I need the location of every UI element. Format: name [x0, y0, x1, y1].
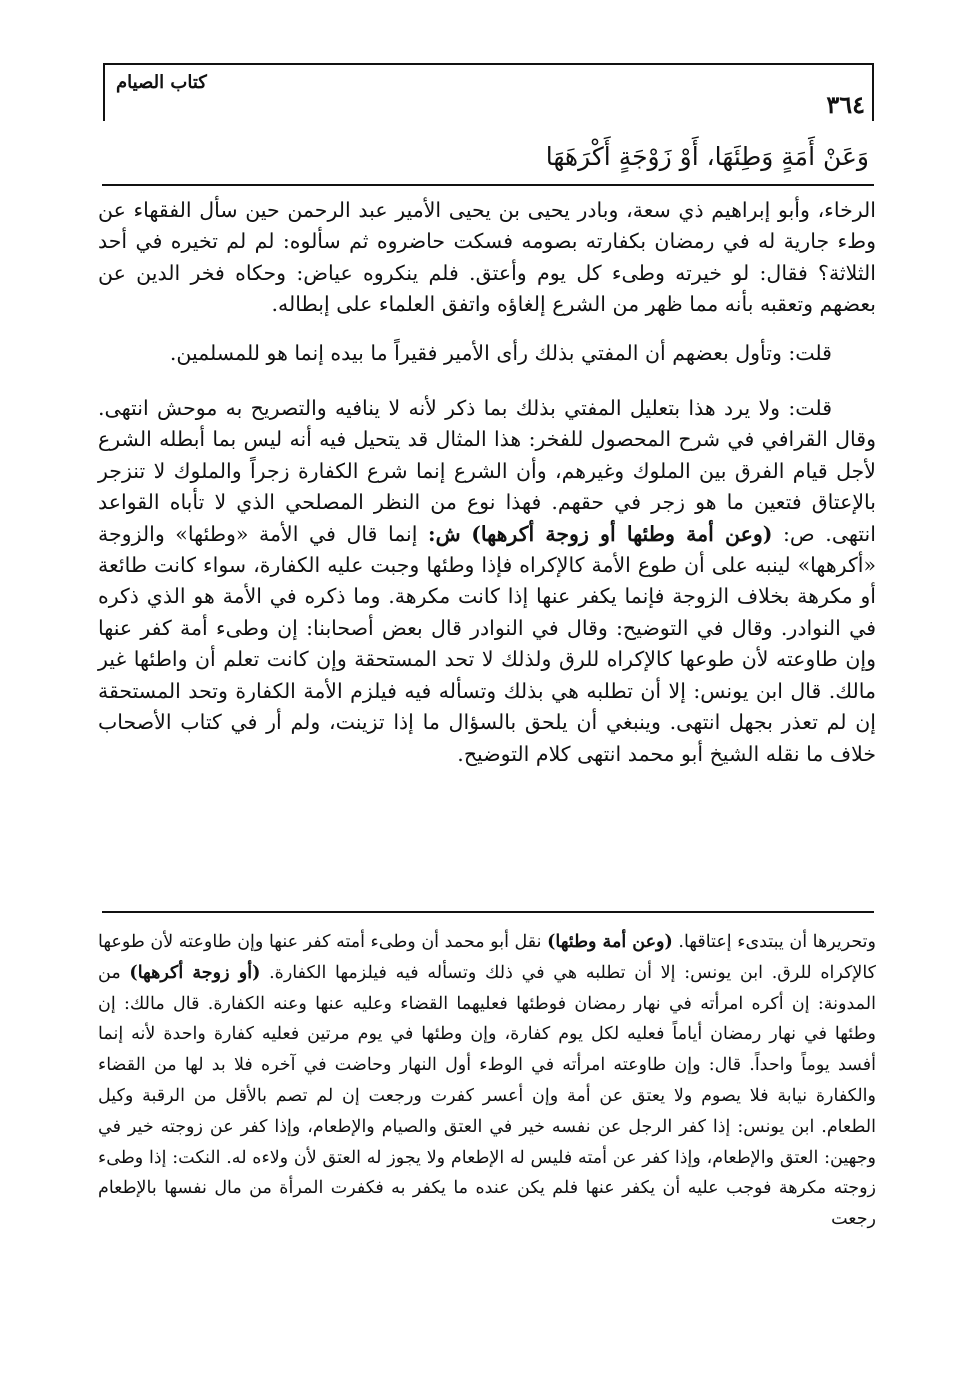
- paragraph-2: قلت: وتأول بعضهم أن المفتي بذلك رأى الأمير فقيراً ما بيده إنما هو للمسلمين.: [169, 340, 832, 365]
- footnote-quote-2: (أو زوجة أكرهها): [129, 962, 261, 983]
- paragraph-1: الرخاء، وأبو إبراهيم ذي سعة، وبادر يحيى بن يحيى الأمير عبد الرحمن حين سأل الفقهاء عن وطء جارية له في رمضان بكفارته بصومه فسكت حاضروه ثم سألوه: لم لم تخيره في أحد الثلاثة؟ فقال: لو خيرته وطىء كل يوم وأعتق. فلم ينكروه عياض: وحكاه فخر الدين عن بعضهم وتعقبه بأنه مما ظهر من الشرع إلغاؤه واتفق العلماء على إبطاله.: [98, 198, 876, 317]
- page-number: ٣٦٤: [826, 90, 865, 119]
- footnote-part-1: وتحريرها أن يبتدىء إعتاقها.: [678, 932, 876, 952]
- header-frame: [103, 63, 874, 121]
- main-commentary: [98, 195, 876, 770]
- matn-quote: (وعن أمة وطئها أو زوجة أكرهها): [471, 521, 773, 546]
- paragraph-3-body: إنما قال في الأمة «وطئها» والزوجة «أكرهها» لينبه على أن طوع الأمة كالإكراه فإذا وطئها وجبت عليه الكفارة، سواء كانت طائعة أو مكرهة بخلاف الزوجة فإنما يكفر عنها إذا كانت مكرهة. وما ذكره في الأمة هو الذي ذكره في النوادر. وقال في التوضيح: وقال في النوادر قال بعض أصحابنا: إن وطىء أمة كفر عنها وإن طاوعته لأن طوعها كالإكراه للرق ولذلك لا تحد المستحقة وإن كانت تعلم أن واطئها غير مالك. قال ابن يونس: إلا أن تطلبه هي بذلك وتسأله فيه فيلزم الأمة الكفارة وتحد المستحقة إن لم تعذر بجهل انتهى. وينبغي أن يلحق بالسؤال ما إذا تزينت، ولم أر في كتاب الأصحاب خلاف ما نقله الشيخ أبو محمد انتهى كلام التوضيح.: [98, 521, 876, 766]
- footnote-quote-1: (وعن أمة وطئها): [547, 932, 673, 952]
- paragraph-3: [98, 393, 876, 770]
- shin-marker: ش:: [428, 521, 461, 546]
- footnote-part-2: نقل أبو محمد أن وطىء أمته كفر عنها وإن طاوعته لأن طوعها كالإكراه للرق. ابن يونس: إلا أن تطلبه هي في ذلك وتسأله فيه فيلزمها الكفارة.: [98, 932, 876, 983]
- top-divider: [102, 184, 874, 186]
- matn-verse: وَعَنْ أَمَةٍ وَطِئَهَا، أَوْ زَوْجَةٍ أَكْرَهَهَا: [545, 142, 869, 171]
- lower-commentary: [98, 927, 876, 1235]
- sad-marker: ص:: [783, 521, 815, 546]
- running-title: كتاب الصيام: [116, 72, 207, 93]
- footnote-paragraph: [98, 927, 876, 1235]
- footnote-divider: [102, 911, 874, 913]
- paragraph-3-intro: قلت: ولا يرد هذا بتعليل المفتي بذلك بما ذكر لأنه لا ينافيه والتصريح به موحش انتهى. وقال القرافي في شرح المحصول للفخر: هذا المثال قد يتحيل فيه أنه ليس بما أبطله الشرع لأجل قيام الفرق بين الملوك وغيرهم، وأن الشرع إنما شرع الكفارة زجراً والملوك لا تنزجر بالإعتاق فتعين ما هو زجر في حقهم. فهذا نوع من النظر المصلحي الذي لا تأباه القواعد انتهى.: [98, 396, 876, 546]
- footnote-part-3: من المدونة: إن أكره امرأته في نهار رمضان فوطئها فعليهما القضاء وعليه عنها وعنه الكفارة. قال مالك: إن وطئها في نهار رمضان أياماً فعليه لكل يوم كفارة، وإن وطئها في يوم مرتين فعليه كفارة واحدة لأنه إنما أفسد يوماً واحداً. قال: وإن طاوعته امرأته في الوطء أول النهار وحاضت في آخره فلا بد لها من القضاء والكفارة نيابة فلا يصوم ولا يعتق عن أمة وإن أعسر كفرت ورجعت إن لم تصم بالأقل من الرقبة وكيل الطعام. ابن يونس: إذا كفر الرجل عن نفسه خير في العتق والصيام والإطعام، وإذا كفر عن زوجته خير في وجهين: العتق والإطعام، وإذا كفر عن أمته فليس له الإطعام ولا يجوز له العتق لأن ولاءه له. النكت: إذا وطىء زوجته مكرهة فوجب عليه أن يكفر عنها فلم يكن عنده ما يكفر به فكفرت المرأة من مال نفسها بالإطعام رجعت: [98, 962, 876, 1230]
